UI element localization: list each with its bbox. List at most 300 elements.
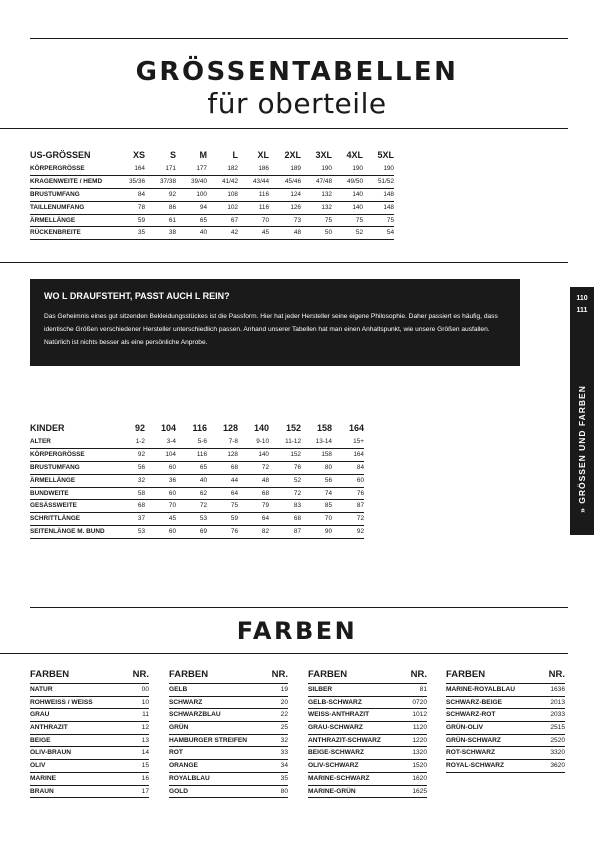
table-cell: 59	[137, 216, 145, 224]
color-number: 12	[141, 724, 149, 732]
table-row	[30, 500, 364, 513]
color-name: GELB	[169, 686, 188, 693]
table-cell: 116	[258, 190, 269, 198]
table-cell: 132	[321, 203, 332, 211]
color-row	[30, 709, 149, 722]
color-number: 15	[141, 762, 149, 770]
table-header-cell: 5XL	[377, 150, 394, 160]
color-number: 0720	[412, 698, 427, 706]
color-column	[308, 667, 427, 798]
table-row	[30, 462, 364, 475]
row-label: KÖRPERGRÖSSE	[30, 450, 85, 458]
color-row	[308, 684, 427, 697]
table-header-cell: 158	[316, 423, 332, 433]
table-cell: 152	[290, 450, 301, 458]
table-cell: 190	[321, 165, 332, 172]
color-name: OLIV	[30, 762, 46, 770]
table-cell: 132	[321, 190, 332, 198]
color-name: OLIV-BRAUN	[30, 749, 72, 757]
table-cell: 72	[356, 515, 364, 523]
color-name: MARINE-GRÜN	[308, 787, 356, 795]
table-cell: 60	[168, 489, 176, 497]
table-cell: 3-4	[166, 438, 176, 445]
color-name: MARINE	[30, 774, 57, 782]
table-cell: 76	[356, 489, 364, 497]
color-header-name: FARBEN	[308, 669, 348, 680]
color-header-nr: NR.	[271, 669, 288, 680]
table-cell: 87	[293, 528, 301, 536]
table-cell: 140	[352, 190, 363, 198]
color-number: 32	[280, 736, 288, 744]
table-cell: 74	[324, 489, 332, 497]
color-name: SCHWARZ-BEIGE	[446, 698, 503, 706]
row-label: BRUSTUMFANG	[30, 463, 80, 471]
color-row	[169, 760, 288, 773]
color-column-header	[446, 667, 565, 684]
table-cell: 67	[230, 216, 238, 224]
table-cell: 64	[230, 489, 238, 497]
table-header-cell: 3XL	[315, 150, 332, 160]
color-name: ORANGE	[169, 762, 198, 770]
color-row	[308, 773, 427, 786]
color-row	[308, 722, 427, 735]
table-cell: 92	[137, 450, 145, 458]
color-number: 80	[280, 787, 288, 795]
color-row	[308, 786, 427, 799]
page-title: GRÖSSENTABELLEN	[135, 57, 459, 87]
table-cell: 11-12	[285, 438, 301, 445]
color-row	[446, 735, 565, 748]
color-name: ROYALBLAU	[169, 774, 210, 782]
color-row	[308, 760, 427, 773]
color-row	[169, 684, 288, 697]
table-cell: 13-14	[315, 438, 332, 445]
table-cell: 40	[199, 229, 207, 237]
color-number: 1320	[412, 749, 427, 757]
table-cell: 58	[137, 489, 145, 497]
table-cell: 52	[293, 476, 301, 484]
table-cell: 108	[227, 190, 238, 198]
table-row	[30, 436, 364, 449]
color-number: 19	[280, 686, 288, 693]
table-header-cell: L	[232, 150, 238, 160]
table-row	[30, 513, 364, 526]
table-cell: 72	[293, 489, 301, 497]
color-row	[30, 760, 149, 773]
color-column	[169, 667, 288, 798]
table-row	[30, 215, 394, 228]
table-cell: 7-8	[228, 438, 238, 445]
row-label: KÖRPERGRÖSSE	[30, 165, 85, 172]
table-cell: 37	[137, 515, 145, 523]
table-cell: 78	[137, 203, 145, 211]
table-cell: 5-6	[197, 438, 207, 445]
table-cell: 42	[230, 229, 238, 237]
row-label: ÄRMELLÄNGE	[30, 476, 76, 484]
color-name: BEIGE-SCHWARZ	[308, 749, 365, 757]
table-row	[30, 227, 394, 240]
table-row	[30, 449, 364, 462]
table-cell: 37/38	[160, 177, 176, 185]
table-cell: 41/42	[222, 177, 238, 185]
color-column-header	[308, 667, 427, 684]
table-cell: 68	[261, 489, 269, 497]
color-name: ANTHRAZIT	[30, 724, 68, 732]
table-cell: 40	[199, 476, 207, 484]
color-name: GRÜN-SCHWARZ	[446, 736, 501, 744]
color-row	[169, 709, 288, 722]
table-cell: 68	[293, 515, 301, 523]
table-cell: 51/52	[378, 177, 394, 185]
table-cell: 68	[137, 502, 145, 510]
table-row	[30, 202, 394, 215]
colors-title: FARBEN	[236, 617, 358, 645]
color-name: SCHWARZ	[169, 698, 203, 706]
color-number: 22	[280, 711, 288, 719]
color-row	[169, 722, 288, 735]
table-cell: 53	[199, 515, 207, 523]
table-header-row	[30, 420, 364, 436]
table-cell: 48	[293, 229, 301, 237]
color-row	[446, 697, 565, 710]
table-header-cell: 4XL	[346, 150, 363, 160]
color-number: 2515	[550, 724, 565, 732]
table-cell: 75	[386, 216, 394, 224]
color-name: SCHWARZ-ROT	[446, 711, 496, 719]
table-cell: 85	[324, 502, 332, 510]
row-label: TAILLENUMFANG	[30, 203, 85, 211]
table-cell: 9-10	[256, 438, 269, 445]
color-row	[446, 722, 565, 735]
color-column-header	[30, 667, 149, 684]
table-cell: 116	[196, 450, 207, 458]
table-cell: 73	[293, 216, 301, 224]
color-row	[308, 747, 427, 760]
color-header-nr: NR.	[132, 669, 149, 680]
table-cell: 186	[258, 165, 269, 172]
color-header-name: FARBEN	[30, 669, 70, 680]
color-number: 2520	[550, 736, 565, 744]
table-cell: 164	[353, 450, 364, 458]
table-cell: 75	[230, 502, 238, 510]
table-header-cell: 128	[222, 423, 238, 433]
table-cell: 92	[356, 528, 364, 536]
color-name: MARINE-ROYALBLAU	[446, 686, 515, 693]
color-number: 1636	[550, 686, 565, 693]
color-header-nr: NR.	[410, 669, 427, 680]
color-name: ANTHRAZIT-SCHWARZ	[308, 736, 381, 744]
color-name: GOLD	[169, 787, 189, 795]
color-name: GRAU-SCHWARZ	[308, 724, 363, 732]
page-number-left: 110	[576, 295, 588, 302]
table-cell: 75	[355, 216, 363, 224]
color-header-name: FARBEN	[169, 669, 209, 680]
table-cell: 62	[199, 489, 207, 497]
color-number: 2033	[550, 711, 565, 719]
color-row	[30, 684, 149, 697]
color-name: BRAUN	[30, 787, 54, 795]
table-cell: 83	[293, 502, 301, 510]
table-cell: 45/46	[285, 177, 301, 185]
color-row	[169, 747, 288, 760]
table-cell: 50	[324, 229, 332, 237]
table-cell: 54	[386, 229, 394, 237]
table-cell: 76	[230, 528, 238, 536]
table-cell: 68	[230, 463, 238, 471]
color-row	[308, 735, 427, 748]
table-cell: 182	[227, 165, 238, 172]
color-name: GELB-SCHWARZ	[308, 698, 362, 706]
table-cell: 86	[168, 203, 176, 211]
color-row	[30, 722, 149, 735]
table-cell: 61	[168, 216, 176, 224]
color-row	[446, 709, 565, 722]
color-name: WEISS-ANTHRAZIT	[308, 711, 370, 719]
row-label: SEITENLÄNGE M. BUND	[30, 528, 105, 536]
table-cell: 190	[383, 165, 394, 172]
table-cell: 56	[324, 476, 332, 484]
color-number: 81	[419, 686, 427, 693]
table-cell: 84	[137, 190, 145, 198]
table-cell: 100	[196, 190, 207, 198]
table-cell: 82	[261, 528, 269, 536]
page-subtitle: für oberteile	[207, 87, 387, 120]
table-cell: 47/48	[316, 177, 332, 185]
table-header-cell: 140	[253, 423, 269, 433]
color-number: 13	[141, 736, 149, 744]
color-number: 1220	[412, 736, 427, 744]
table-cell: 116	[258, 203, 269, 211]
table-header-cell: 164	[348, 423, 364, 433]
color-row	[446, 747, 565, 760]
color-name: HAMBURGER STREIFEN	[169, 736, 248, 744]
table-cell: 1-2	[135, 438, 145, 445]
side-tab-label: » GRÖSSEN UND FARBEN	[577, 385, 587, 513]
table-header-cell: XS	[132, 150, 145, 160]
table-cell: 72	[199, 502, 207, 510]
table-cell: 70	[324, 515, 332, 523]
color-row	[446, 760, 565, 773]
section-rule-1	[0, 262, 568, 263]
color-number: 17	[141, 787, 149, 795]
color-number: 3320	[550, 749, 565, 757]
section-rule-2	[30, 607, 568, 608]
section-rule-3	[0, 653, 568, 654]
table-cell: 79	[261, 502, 269, 510]
table-cell: 124	[290, 190, 301, 198]
table-cell: 158	[321, 450, 332, 458]
table-row	[30, 189, 394, 202]
color-header-nr: NR.	[548, 669, 565, 680]
color-column	[446, 667, 565, 773]
color-name: MARINE-SCHWARZ	[308, 774, 370, 782]
color-name: NATUR	[30, 686, 53, 693]
color-row	[30, 786, 149, 799]
table-header-cell: 152	[285, 423, 301, 433]
table-row	[30, 176, 394, 189]
color-name: ROT-SCHWARZ	[446, 749, 496, 757]
color-row	[169, 697, 288, 710]
table-cell: 102	[227, 203, 238, 211]
fit-info-box	[30, 279, 520, 366]
color-name: GRÜN	[169, 724, 189, 732]
color-name: SILBER	[308, 686, 333, 693]
table-cell: 36	[168, 476, 176, 484]
color-number: 1620	[412, 774, 427, 782]
color-column-header	[169, 667, 288, 684]
color-number: 14	[141, 749, 149, 757]
table-cell: 80	[324, 463, 332, 471]
color-name: SCHWARZBLAU	[169, 711, 221, 719]
table-cell: 72	[261, 463, 269, 471]
color-number: 1120	[412, 724, 427, 732]
table-cell: 87	[356, 502, 364, 510]
table-cell: 38	[168, 229, 176, 237]
table-cell: 45	[261, 229, 269, 237]
table-header-cell: S	[169, 150, 176, 160]
adult-size-table	[30, 147, 394, 240]
table-row	[30, 163, 394, 176]
table-cell: 52	[355, 229, 363, 237]
color-number: 35	[280, 774, 288, 782]
color-number: 33	[280, 749, 288, 757]
color-row	[30, 697, 149, 710]
table-cell: 53	[137, 528, 145, 536]
table-cell: 94	[199, 203, 207, 211]
color-name: GRÜN-OLIV	[446, 724, 483, 732]
table-cell: 190	[352, 165, 363, 172]
table-cell: 65	[199, 463, 207, 471]
table-cell: 70	[261, 216, 269, 224]
table-cell: 64	[261, 515, 269, 523]
color-name: ROT	[169, 749, 183, 757]
table-cell: 60	[168, 528, 176, 536]
color-row	[30, 747, 149, 760]
table-row	[30, 488, 364, 501]
table-cell: 15+	[353, 438, 364, 445]
table-cell: 60	[356, 476, 364, 484]
table-cell: 44	[230, 476, 238, 484]
table-cell: 43/44	[253, 177, 269, 185]
title-rule	[0, 128, 568, 129]
table-cell: 128	[227, 450, 238, 458]
table-cell: 69	[199, 528, 207, 536]
top-rule	[30, 38, 568, 39]
table-cell: 177	[196, 165, 207, 172]
table-cell: 140	[258, 450, 269, 458]
table-cell: 39/40	[191, 177, 207, 185]
color-name: ROHWEISS / WEISS	[30, 698, 93, 706]
table-cell: 164	[134, 165, 145, 172]
side-tab	[570, 287, 594, 535]
row-label: KRAGENWEITE / HEMD	[30, 177, 103, 185]
table-cell: 59	[230, 515, 238, 523]
color-header-name: FARBEN	[446, 669, 486, 680]
color-number: 16	[141, 774, 149, 782]
color-number: 20	[280, 698, 288, 706]
row-label: ÄRMELLÄNGE	[30, 216, 76, 224]
color-row	[308, 709, 427, 722]
color-number: 11	[142, 711, 149, 719]
table-header-cell: M	[199, 150, 207, 160]
table-cell: 148	[383, 190, 394, 198]
row-label: ALTER	[30, 438, 51, 445]
color-number: 2013	[550, 698, 565, 706]
color-number: 3620	[550, 762, 565, 770]
color-column	[30, 667, 149, 798]
table-cell: 70	[168, 502, 176, 510]
info-title: WO L DRAUFSTEHT, PASST AUCH L REIN?	[44, 291, 230, 301]
table-header-label: KINDER	[30, 423, 65, 433]
table-cell: 32	[137, 476, 145, 484]
table-cell: 92	[168, 190, 176, 198]
color-number: 10	[141, 698, 149, 706]
table-cell: 48	[261, 476, 269, 484]
table-cell: 104	[165, 450, 176, 458]
color-row	[30, 773, 149, 786]
table-row	[30, 475, 364, 488]
color-number: 1520	[412, 762, 427, 770]
table-row	[30, 526, 364, 539]
table-cell: 49/50	[347, 177, 363, 185]
table-cell: 60	[168, 463, 176, 471]
info-text: Das Geheimnis eines gut sitzenden Bekleidungsstückes ist die Passform. Hier hat jeder Hersteller seine eigene Philosophie. Daher passiert es häufig, dass identische Größen verschiedener Hersteller unterschiedlich passen. Anhand unserer Tabellen hat man einen Anhaltspunkt, wie unsere Größen ausfallen. Natürlich ist nichts besser als eine persönliche Anprobe.	[44, 313, 498, 346]
color-number: 1012	[412, 711, 427, 719]
color-row	[169, 786, 288, 799]
table-cell: 140	[352, 203, 363, 211]
color-number: 25	[280, 724, 288, 732]
color-number: 34	[280, 762, 288, 770]
color-name: GRAU	[30, 711, 50, 719]
table-cell: 189	[290, 165, 301, 172]
table-cell: 126	[290, 203, 301, 211]
table-header-cell: 116	[192, 423, 207, 433]
table-cell: 90	[324, 528, 332, 536]
row-label: BRUSTUMFANG	[30, 190, 80, 198]
row-label: SCHRITTLÄNGE	[30, 515, 81, 523]
table-cell: 56	[137, 463, 145, 471]
table-header-cell: XL	[257, 150, 269, 160]
color-row	[308, 697, 427, 710]
color-row	[169, 773, 288, 786]
page-number-right: 111	[576, 307, 588, 314]
color-row	[169, 735, 288, 748]
color-number: 00	[141, 686, 149, 693]
table-header-cell: 104	[160, 423, 176, 433]
table-cell: 35/36	[129, 177, 145, 185]
table-cell: 65	[199, 216, 207, 224]
table-cell: 171	[165, 165, 176, 172]
kids-size-table	[30, 420, 364, 539]
color-name: ROYAL-SCHWARZ	[446, 762, 505, 770]
color-name: OLIV-SCHWARZ	[308, 762, 359, 770]
table-cell: 148	[383, 203, 394, 211]
color-number: 1625	[412, 787, 427, 795]
table-cell: 84	[356, 463, 364, 471]
table-header-cell: 92	[134, 423, 145, 433]
row-label: BUNDWEITE	[30, 489, 69, 497]
table-header-cell: 2XL	[284, 150, 301, 160]
table-header-label: US-GRÖSSEN	[30, 150, 91, 160]
row-label: GESÄSSWEITE	[30, 502, 77, 510]
color-row	[446, 684, 565, 697]
table-header-row	[30, 147, 394, 163]
table-cell: 45	[168, 515, 176, 523]
color-row	[30, 735, 149, 748]
row-label: RÜCKENBREITE	[30, 229, 81, 237]
table-cell: 75	[324, 216, 332, 224]
color-name: BEIGE	[30, 736, 51, 744]
